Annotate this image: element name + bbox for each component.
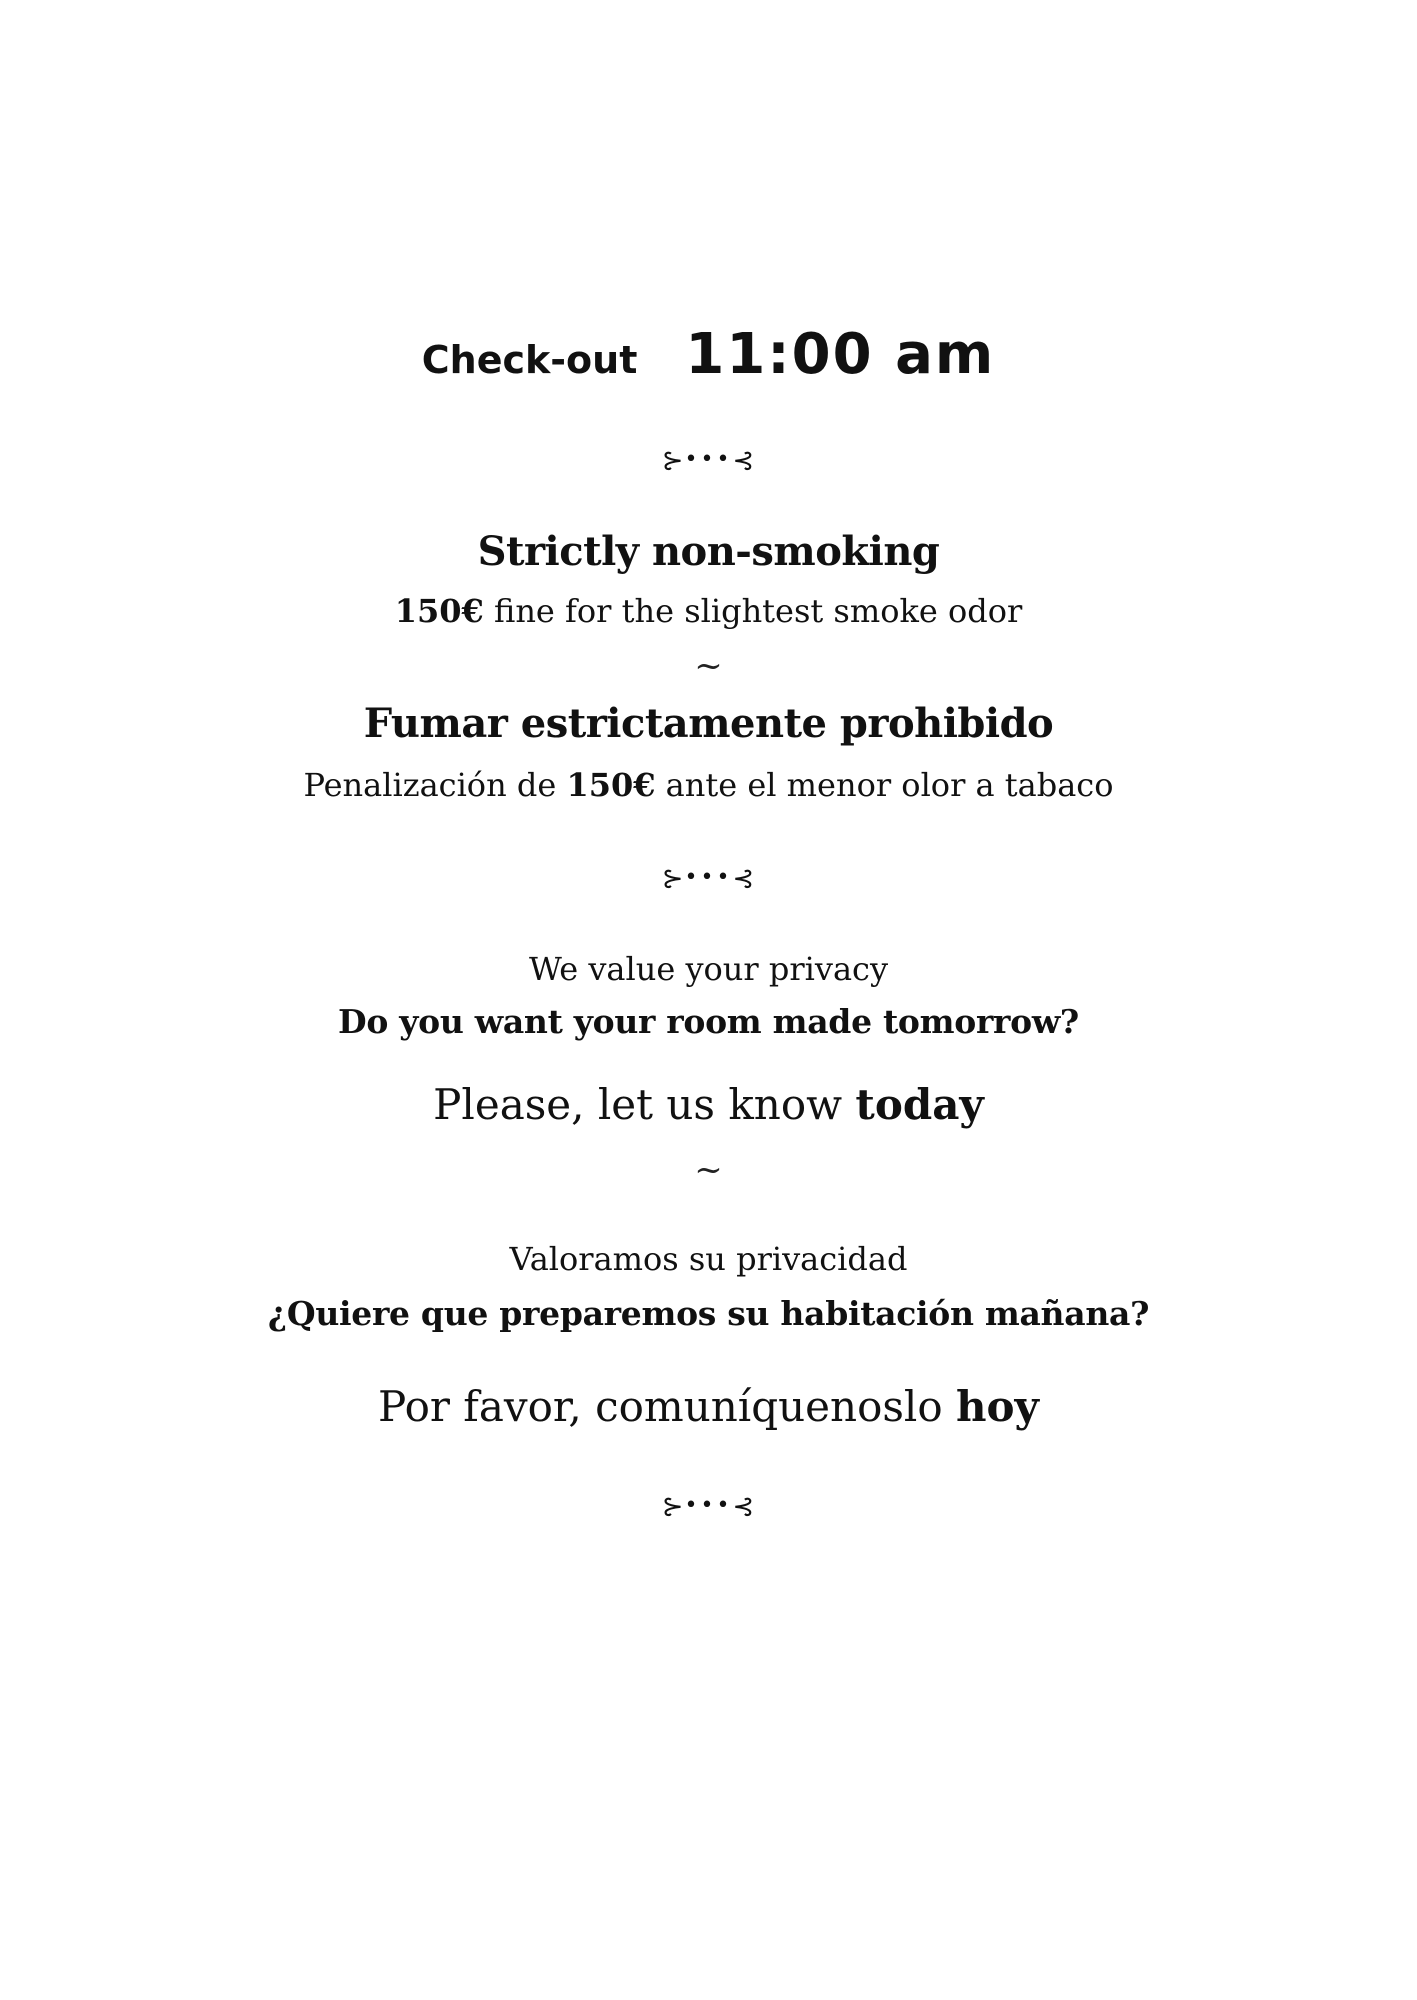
privacy-request-es [0, 1382, 1417, 1431]
smoking-fine-text-en: fine for the slightest smoke odor [483, 592, 1023, 630]
privacy-question-es: ¿Quiere que preparemos su habitación mañana? [267, 1294, 1150, 1333]
smoking-fine-amount-en: 150€ [394, 592, 484, 630]
ornament-dots-icon: ••• [684, 865, 733, 890]
checkout-line [0, 322, 1417, 392]
smoking-fine-en [0, 592, 1417, 630]
smoking-fine-amount-es: 150€ [566, 766, 656, 804]
ornament-divider [0, 1486, 1417, 1526]
smoking-title-en: Strictly non-smoking [477, 528, 940, 575]
ornament-left-icon: ⊱ [661, 446, 685, 476]
checkout-time: 11:00 am [685, 322, 996, 387]
privacy-intro-en: We value your privacy [528, 950, 889, 988]
privacy-intro-es: Valoramos su privacidad [509, 1240, 908, 1278]
ornament-right-icon: ⊰ [732, 864, 756, 894]
privacy-request-bold-es: hoy [955, 1382, 1039, 1431]
ornament-right-icon: ⊰ [732, 446, 756, 476]
privacy-request-prefix-en: Please, let us know [433, 1080, 856, 1129]
tilde-divider: ~ [694, 646, 723, 686]
privacy-request-prefix-es: Por favor, comuníquenoslo [378, 1382, 956, 1431]
smoking-fine-suffix-es: ante el menor olor a tabaco [655, 766, 1114, 804]
privacy-question-en: Do you want your room made tomorrow? [338, 1002, 1079, 1041]
checkout-label: Check-out [421, 338, 638, 382]
ornament-divider [0, 440, 1417, 480]
privacy-request-bold-en: today [855, 1080, 984, 1129]
ornament-dots-icon: ••• [684, 447, 733, 472]
ornament-dots-icon: ••• [684, 1493, 733, 1518]
smoking-fine-prefix-es: Penalización de [303, 766, 567, 804]
privacy-request-en [0, 1080, 1417, 1129]
ornament-divider [0, 858, 1417, 898]
ornament-left-icon: ⊱ [661, 864, 685, 894]
smoking-title-es: Fumar estrictamente prohibido [363, 700, 1054, 747]
ornament-left-icon: ⊱ [661, 1492, 685, 1522]
ornament-right-icon: ⊰ [732, 1492, 756, 1522]
smoking-fine-es [0, 766, 1417, 804]
tilde-divider: ~ [694, 1150, 723, 1190]
